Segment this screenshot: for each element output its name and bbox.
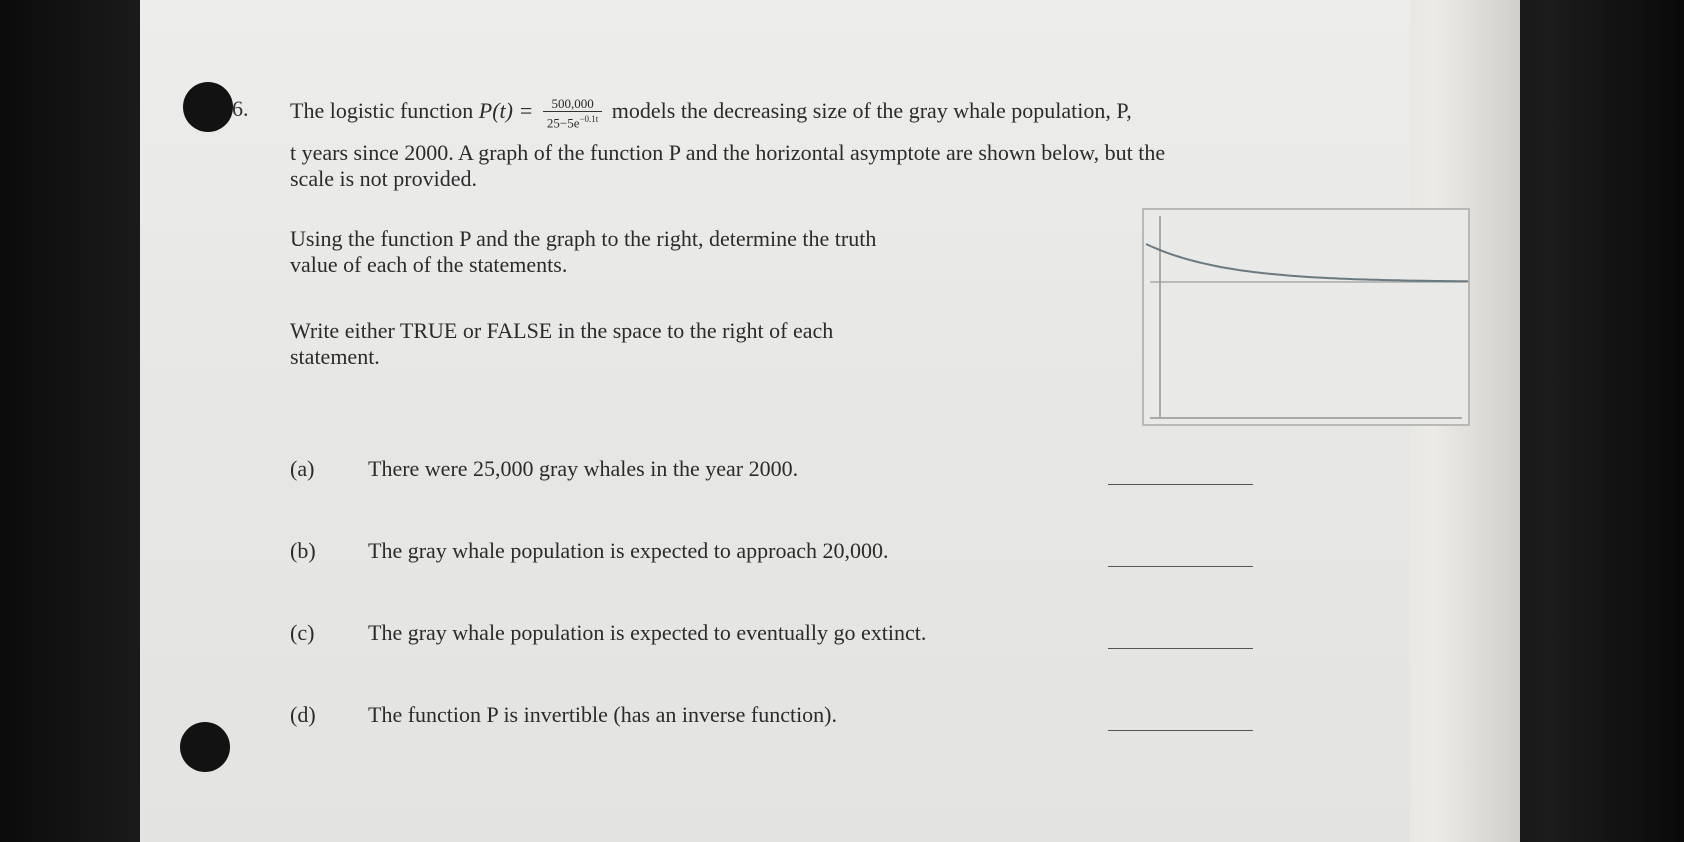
instruction2-line1: Write either TRUE or FALSE in the space to the right of each bbox=[290, 318, 834, 343]
function-fraction bbox=[543, 96, 602, 130]
statement-a-text: There were 25,000 gray whales in the year 2000. bbox=[368, 456, 799, 481]
punch-hole-bottom bbox=[180, 722, 230, 772]
instruction2-line2: statement. bbox=[290, 344, 380, 369]
statement-b-text: The gray whale population is expected to approach 20,000. bbox=[368, 538, 889, 563]
fraction-denominator: $25-5e^{-0.1t}$ bbox=[546, 114, 599, 131]
statement-d-label: (d) bbox=[290, 702, 316, 727]
question-number: 6. bbox=[232, 96, 249, 121]
statement-c-label: (c) bbox=[290, 620, 315, 645]
graph-frame bbox=[1143, 209, 1469, 425]
instruction1-line1: Using the function P and the graph to the right, determine the truth bbox=[290, 226, 877, 251]
worksheet-page bbox=[140, 0, 1410, 842]
intro-pre-text: The logistic function bbox=[290, 98, 474, 124]
question-line3: scale is not provided. bbox=[290, 166, 477, 191]
intro-post-text: models the decreasing size of the gray whale population, P, bbox=[611, 98, 1132, 124]
answer-blank-c[interactable] bbox=[1108, 648, 1253, 649]
answer-blank-a[interactable] bbox=[1108, 484, 1253, 485]
instruction1-line2: value of each of the statements. bbox=[290, 252, 568, 277]
statement-b-label: (b) bbox=[290, 538, 316, 563]
question-line2: t years since 2000. A graph of the function P and the horizontal asymptote are shown below, but the bbox=[290, 140, 1166, 165]
function-lhs: P(t) = bbox=[478, 98, 534, 124]
logistic-graph bbox=[1142, 208, 1470, 426]
answer-blank-b[interactable] bbox=[1108, 566, 1253, 567]
statement-d-text: The function P is invertible (has an inverse function). bbox=[368, 702, 838, 727]
statement-a-label: (a) bbox=[290, 456, 315, 481]
fraction-numerator: 500,000 bbox=[543, 96, 602, 112]
statement-c-text: The gray whale population is expected to eventually go extinct. bbox=[368, 620, 927, 645]
answer-blank-d[interactable] bbox=[1108, 730, 1253, 731]
question-intro-line1 bbox=[290, 96, 1132, 130]
punch-hole-top bbox=[183, 82, 233, 132]
exponent: −0.1t bbox=[579, 114, 599, 124]
